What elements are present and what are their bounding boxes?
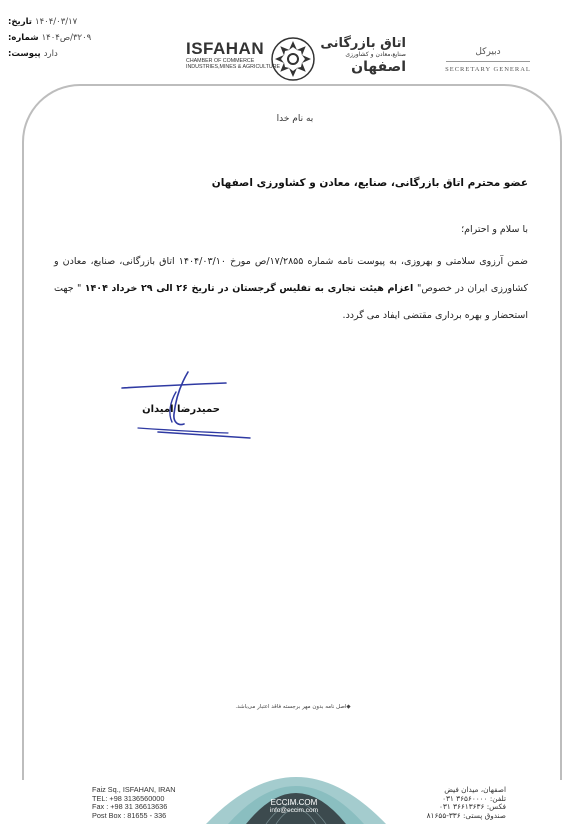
email-link[interactable]: info@eccim.com: [269, 807, 319, 814]
footer-en-line: Post Box : 81655 - 336: [92, 810, 167, 820]
footer-fa-line: فکس: ۳۶۶۱۳۶۳۶ ۰۳۱: [438, 802, 506, 811]
logo-english: [186, 39, 281, 70]
logo-en-sub1: CHAMBER OF COMMERCE: [186, 58, 255, 64]
chamber-logo-icon: [270, 36, 316, 82]
recipient-line: عضو محترم اتاق بازرگانی، صنایع، معادن و کشاورزی اصفهان: [211, 177, 528, 189]
date-value: ۱۴۰۴/۰۳/۱۷: [35, 17, 78, 27]
letter-body: [54, 248, 528, 329]
secretary-en: SECRETARY GENERAL: [445, 66, 531, 73]
footer-fa-line: صندوق پستی: ۳۳۶-۸۱۶۵۵: [426, 810, 506, 820]
logo-fa-line2: صنایع،معادن و کشاورزی: [345, 51, 406, 58]
number-label: شماره:: [8, 33, 39, 43]
body-part1: ضمن آرزوی سلامتی و بهروزی، به پیوست نامه شماره ۱۷/۲۸۵۵/ص مورخ ۱۴۰۴/۰۳/۱۰ اتاق بازرگانی، صنایع، معادن و کشاورزی ایران در خصوص": [54, 256, 528, 294]
footer-address-fa: [394, 786, 506, 820]
logo-persian: [318, 36, 406, 75]
date-label: تاریخ:: [8, 17, 32, 27]
footer-contact-center: [250, 798, 338, 815]
secretary-general: [440, 46, 536, 74]
site-link[interactable]: ECCIM.COM: [270, 798, 318, 807]
attachment-label: پیوست:: [8, 49, 41, 59]
body-part2: " جهت استحضار و بهره برداری مقتضی ایفاد می گردد.: [54, 283, 528, 321]
logo-en-title: ISFAHAN: [186, 39, 265, 58]
logo-en-sub2: INDUSTRIES,MINES & AGRICULTURE: [186, 64, 281, 70]
signer-name: حمیدرضا امیدان: [142, 404, 220, 415]
logo-fa-line3: اصفهان: [351, 59, 406, 75]
validity-footnote: ◆اصل نامه بدون مهر برجسته فاقد اعتبار می‌باشد.: [235, 704, 351, 710]
attachment-value: دارد: [43, 49, 58, 59]
secretary-fa: دبیرکل: [475, 47, 501, 57]
letter-meta: [8, 14, 100, 62]
footer-fa-line: اصفهان، میدان فیض: [444, 785, 506, 794]
body-subject: اعزام هیئت تجاری به تفلیس گرجستان در تاریخ ۲۶ الی ۲۹ خرداد ۱۴۰۴: [84, 283, 417, 294]
secretary-divider: [446, 61, 530, 62]
footer-en-line: TEL: +98 3136560000: [92, 793, 165, 803]
number-row: [8, 30, 100, 46]
number-value: ۳۲۰۹/ص۱۴۰۴: [41, 33, 92, 43]
date-row: [8, 14, 100, 30]
greeting: با سلام و احترام؛: [461, 224, 528, 235]
bismillah: به نام خدا: [276, 114, 314, 124]
attachment-row: [8, 46, 100, 62]
footer-fa-line: تلفن: ۳۶۵۶۰۰۰۰ ۰۳۱: [442, 793, 506, 803]
footer-en-line: Faiz Sq., ISFAHAN, IRAN: [92, 785, 176, 794]
logo-fa-line1: اتاق بازرگانی: [320, 36, 406, 51]
footer-address-en: [92, 786, 202, 820]
footer-en-line: Fax : +98 31 36613636: [92, 802, 168, 811]
